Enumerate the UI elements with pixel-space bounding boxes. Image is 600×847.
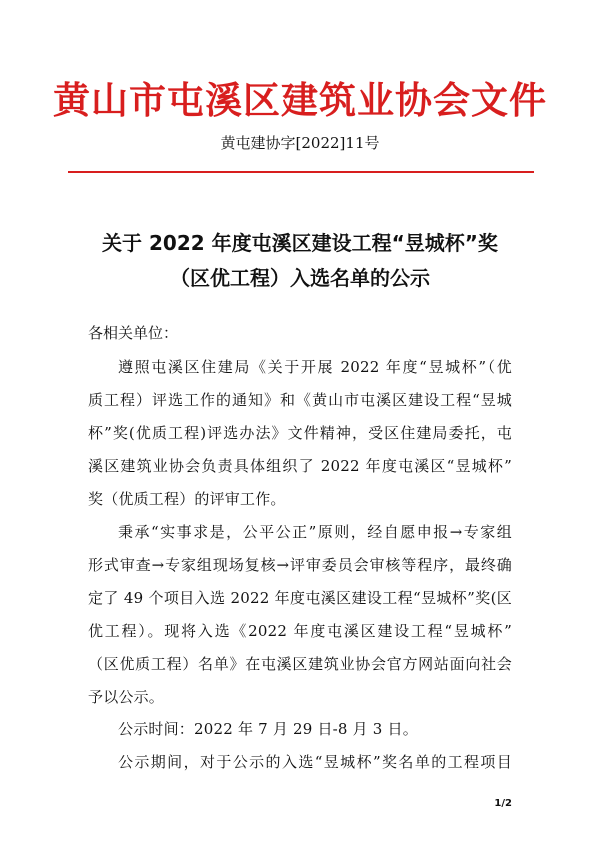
header-divider-rule	[68, 171, 534, 173]
subject-title-line-1: 关于 2022 年度屯溪区建设工程“昱城杯”奖	[102, 231, 498, 255]
body-line: 杯”奖(优质工程)评选办法》文件精神，受区住建局委托，屯	[88, 424, 512, 442]
document-header-title: 黄山市屯溪区建筑业协会文件	[53, 79, 547, 122]
body-line: 质工程）评选工作的通知》和《黄山市屯溪区建设工程“昱城	[88, 391, 512, 409]
body-line: 予以公示。	[88, 688, 165, 706]
body-line: 公示时间：2022 年 7 月 29 日-8 月 3 日。	[118, 720, 418, 738]
document-number: 黄屯建协字[2022]11号	[220, 134, 380, 152]
body-line: 遵照屯溪区住建局《关于开展 2022 年度“昱城杯”（优	[118, 358, 512, 376]
body-line: 秉承“实事求是，公平公正”原则，经自愿申报→专家组	[118, 523, 512, 541]
page-number: 1/2	[494, 798, 512, 809]
salutation: 各相关单位：	[88, 324, 179, 342]
body-line: （区优质工程）名单》在屯溪区建筑业协会官方网站面向社会	[88, 655, 512, 673]
body-line: 优工程）。现将入选《2022 年度屯溪区建设工程“昱城杯”	[88, 622, 512, 640]
body-line: 定了 49 个项目入选 2022 年度屯溪区建设工程“昱城杯”奖(区	[88, 589, 512, 607]
body-line: 溪区建筑业协会负责具体组织了 2022 年度屯溪区“昱城杯”	[88, 457, 512, 475]
body-line: 形式审查→专家组现场复核→评审委员会审核等程序，最终确	[88, 556, 512, 574]
body-line: 公示期间，对于公示的入选“昱城杯”奖名单的工程项目	[118, 753, 512, 771]
subject-title-line-2: （区优工程）入选名单的公示	[170, 266, 430, 290]
body-line: 奖（优质工程）的评审工作。	[88, 490, 286, 508]
